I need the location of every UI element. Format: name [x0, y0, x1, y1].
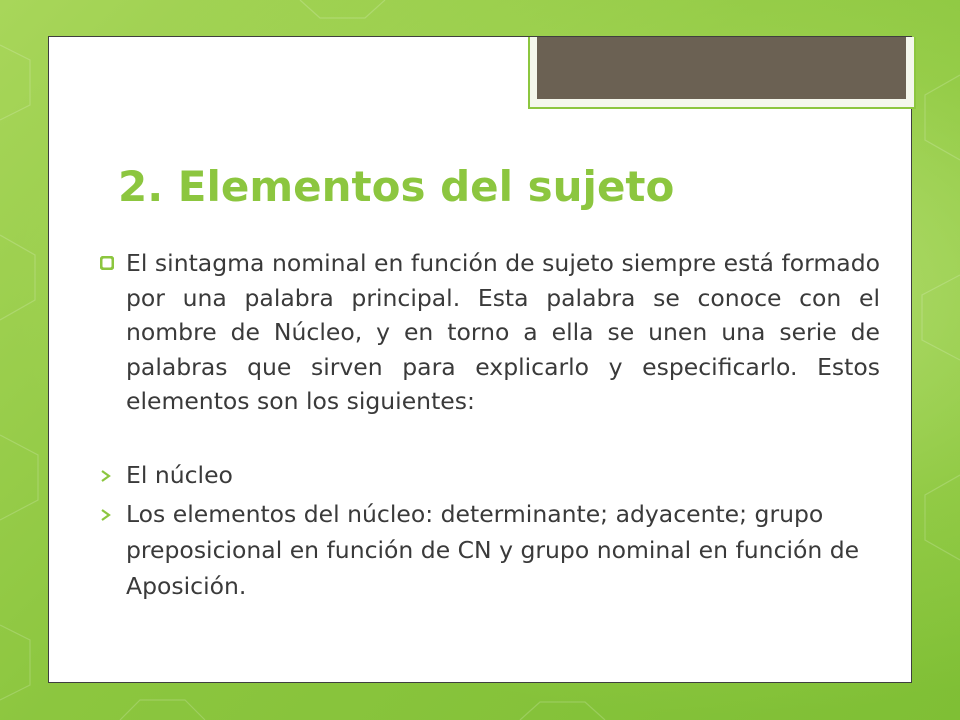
arrow-bullet-icon	[100, 496, 126, 535]
list-item-text: El núcleo	[126, 460, 233, 489]
slide-body	[100, 246, 880, 604]
main-paragraph: El sintagma nominal en función de sujeto siempre está formado por una palabra principal. Esta palabra se conoce con el nombre de Núcleo, y en torno a ella se unen una serie de palabras que sirven para explicarlo y especificarlo. Estos elementos son los siguientes:	[126, 249, 880, 416]
main-bullet-item	[100, 246, 880, 419]
slide-title: 2. Elementos del sujeto	[118, 162, 675, 211]
list-item	[100, 496, 880, 604]
sub-bullet-list	[100, 457, 880, 604]
list-item	[100, 457, 880, 496]
title-accent-block	[537, 37, 906, 99]
list-item-text: Los elementos del núcleo: determinante; adyacente; grupo preposicional en función de CN y grupo nominal en función de Aposición.	[126, 499, 860, 600]
square-bullet-icon	[100, 246, 126, 282]
arrow-bullet-icon	[100, 457, 126, 496]
